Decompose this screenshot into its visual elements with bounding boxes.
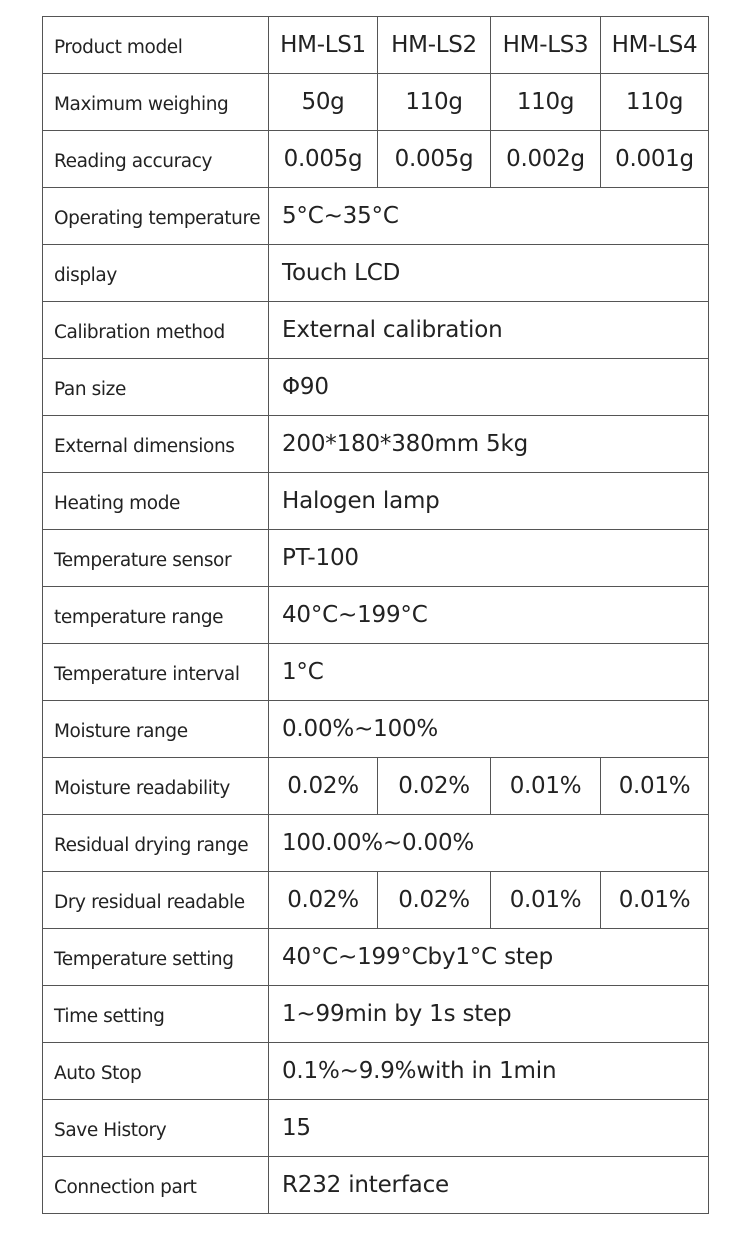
table-row — [43, 131, 709, 188]
row-label: Save History — [43, 1100, 269, 1157]
spec-table — [42, 16, 709, 1214]
row-value: 40°C~199°C — [269, 587, 709, 644]
row-label: Temperature interval — [43, 644, 269, 701]
model-value-cell: 110g — [378, 74, 491, 131]
table-row — [43, 1043, 709, 1100]
model-value-cell: HM-LS2 — [378, 17, 491, 74]
row-label: Time setting — [43, 986, 269, 1043]
row-value: 15 — [269, 1100, 709, 1157]
row-value: PT-100 — [269, 530, 709, 587]
model-value-cell: 0.02% — [269, 872, 378, 929]
row-label: Moisture readability — [43, 758, 269, 815]
table-row — [43, 587, 709, 644]
table-row — [43, 1100, 709, 1157]
row-value: R232 interface — [269, 1157, 709, 1214]
row-value: 100.00%~0.00% — [269, 815, 709, 872]
model-value-cell: 0.02% — [378, 872, 491, 929]
table-row — [43, 359, 709, 416]
model-value-cell: 110g — [491, 74, 601, 131]
model-value-cell: 0.005g — [378, 131, 491, 188]
table-row — [43, 929, 709, 986]
model-value-cell: 110g — [601, 74, 709, 131]
model-value-cell: 0.01% — [491, 872, 601, 929]
row-value: Touch LCD — [269, 245, 709, 302]
table-row — [43, 986, 709, 1043]
row-value: 40°C~199°Cby1°C step — [269, 929, 709, 986]
table-row — [43, 17, 709, 74]
model-value-cell: 0.002g — [491, 131, 601, 188]
row-label: Operating temperature — [43, 188, 269, 245]
row-value: 0.1%~9.9%with in 1min — [269, 1043, 709, 1100]
row-value: Halogen lamp — [269, 473, 709, 530]
table-row — [43, 1157, 709, 1214]
table-row — [43, 872, 709, 929]
row-label: Dry residual readable — [43, 872, 269, 929]
row-label: Heating mode — [43, 473, 269, 530]
row-label: Pan size — [43, 359, 269, 416]
table-row — [43, 758, 709, 815]
model-value-cell: 0.01% — [491, 758, 601, 815]
row-label: Product model — [43, 17, 269, 74]
row-label: Connection part — [43, 1157, 269, 1214]
model-value-cell: HM-LS4 — [601, 17, 709, 74]
table-row — [43, 416, 709, 473]
row-value: 1~99min by 1s step — [269, 986, 709, 1043]
row-label: Reading accuracy — [43, 131, 269, 188]
model-value-cell: 0.02% — [378, 758, 491, 815]
row-label: Maximum weighing — [43, 74, 269, 131]
model-value-cell: 0.02% — [269, 758, 378, 815]
table-row — [43, 815, 709, 872]
row-value: Φ90 — [269, 359, 709, 416]
model-value-cell: 0.005g — [269, 131, 378, 188]
row-label: Temperature setting — [43, 929, 269, 986]
model-value-cell: 0.001g — [601, 131, 709, 188]
model-value-cell: 0.01% — [601, 758, 709, 815]
spec-table-body — [43, 17, 709, 1214]
row-label: Calibration method — [43, 302, 269, 359]
row-value: 200*180*380mm 5kg — [269, 416, 709, 473]
table-row — [43, 530, 709, 587]
model-value-cell: 0.01% — [601, 872, 709, 929]
row-label: temperature range — [43, 587, 269, 644]
row-label: External dimensions — [43, 416, 269, 473]
table-row — [43, 188, 709, 245]
row-value: 5°C~35°C — [269, 188, 709, 245]
row-label: Auto Stop — [43, 1043, 269, 1100]
table-row — [43, 74, 709, 131]
table-row — [43, 701, 709, 758]
row-label: Moisture range — [43, 701, 269, 758]
row-label: Temperature sensor — [43, 530, 269, 587]
table-row — [43, 473, 709, 530]
table-row — [43, 644, 709, 701]
row-label: Residual drying range — [43, 815, 269, 872]
row-value: 1°C — [269, 644, 709, 701]
row-value: 0.00%~100% — [269, 701, 709, 758]
row-value: External calibration — [269, 302, 709, 359]
model-value-cell: HM-LS3 — [491, 17, 601, 74]
model-value-cell: 50g — [269, 74, 378, 131]
table-row — [43, 245, 709, 302]
model-value-cell: HM-LS1 — [269, 17, 378, 74]
row-label: display — [43, 245, 269, 302]
table-row — [43, 302, 709, 359]
